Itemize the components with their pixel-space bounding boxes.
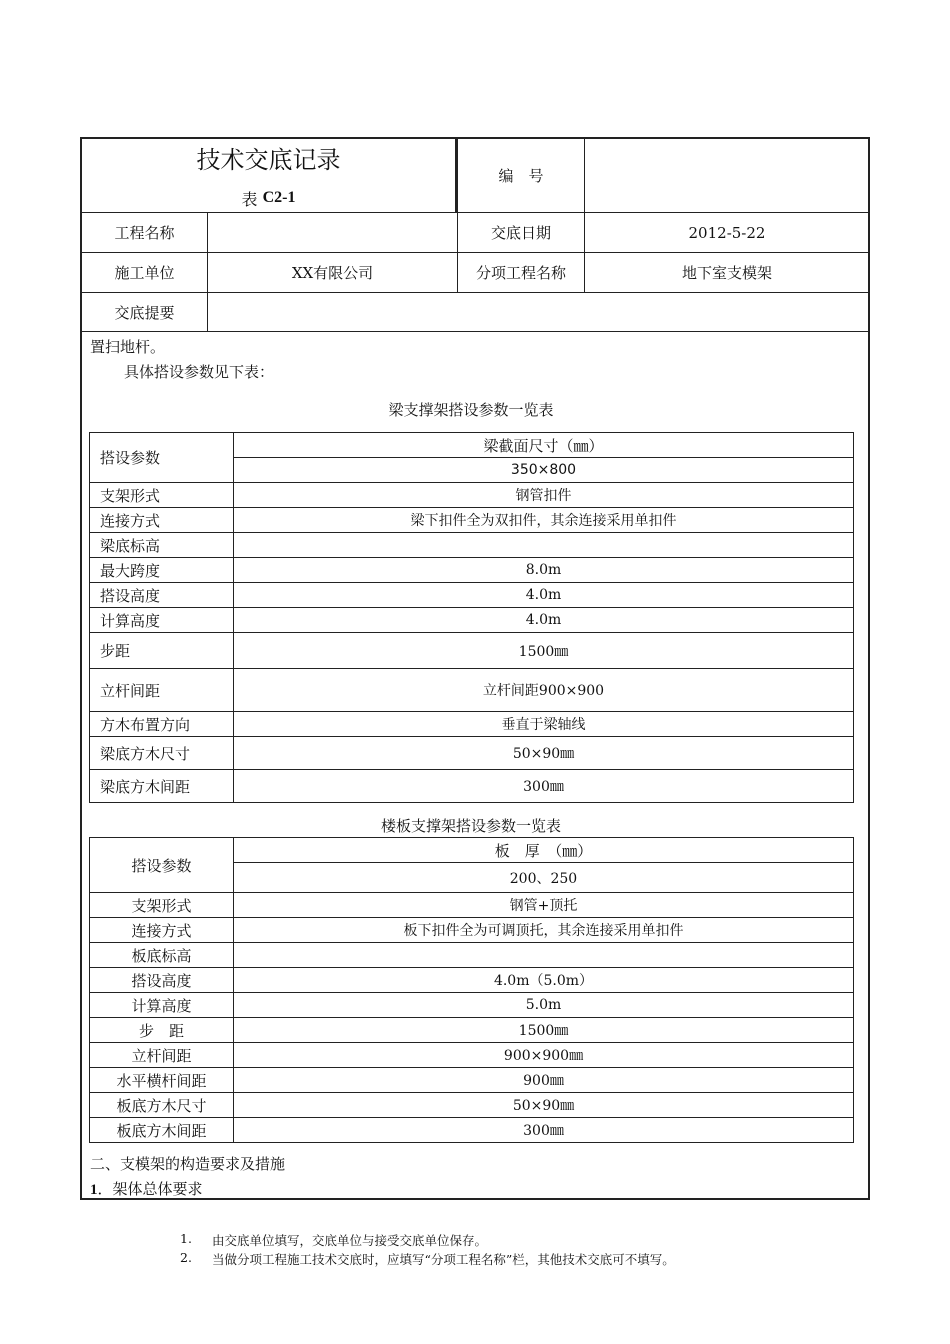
slab-row-value: 4.0m（5.0m）	[234, 968, 854, 993]
number-label: 编 号	[498, 167, 544, 185]
beam-row-label: 立杆间距	[90, 669, 234, 712]
beam-dim-header: 梁截面尺寸（㎜）	[234, 433, 854, 458]
beam-param-label: 搭设参数	[90, 433, 234, 483]
form-code	[82, 184, 455, 212]
slab-row-value: 900×900㎜	[234, 1043, 854, 1068]
slab-row-label: 搭设高度	[90, 968, 234, 993]
beam-row-value	[234, 533, 854, 558]
slab-row-value: 900㎜	[234, 1068, 854, 1093]
beam-param-table	[89, 432, 854, 803]
date-label: 交底日期	[490, 224, 551, 242]
builder-label: 施工单位	[114, 264, 175, 282]
slab-row-label: 板底方木尺寸	[90, 1093, 234, 1118]
beam-row-value: 8.0m	[234, 558, 854, 583]
beam-table-caption: 梁支撑架搭设参数一览表	[388, 401, 554, 419]
body-line-1: 置扫地杆。	[90, 338, 166, 356]
beam-row-label: 搭设高度	[90, 583, 234, 608]
beam-row-value: 4.0m	[234, 583, 854, 608]
builder-value[interactable]: XX有限公司	[291, 264, 374, 282]
beam-dim-value: 350×800	[234, 458, 854, 483]
slab-row-label: 支架形式	[90, 893, 234, 918]
section-item-number: 1	[90, 1182, 98, 1198]
section-item-text: ．架体总体要求	[97, 1180, 203, 1198]
slab-row-value: 钢管+顶托	[234, 893, 854, 918]
project-name-value[interactable]	[208, 213, 457, 252]
body-line-2: 具体搭设参数见下表：	[124, 363, 275, 381]
slab-row-label: 步 距	[90, 1018, 234, 1043]
slab-thick-value: 200、250	[234, 863, 854, 893]
slab-row-label: 立杆间距	[90, 1043, 234, 1068]
number-value[interactable]	[585, 139, 869, 212]
summary-label: 交底提要	[114, 303, 175, 322]
beam-row-value: 300㎜	[234, 770, 854, 803]
slab-row-value	[234, 943, 854, 968]
footnote-number: 1.	[180, 1231, 192, 1246]
beam-row-value: 钢管扣件	[234, 483, 854, 508]
sub-project-label: 分项工程名称	[475, 264, 566, 282]
beam-row-label: 梁底方木尺寸	[90, 737, 234, 770]
page-title: 技术交底记录	[196, 145, 341, 174]
summary-value[interactable]	[208, 293, 869, 331]
slab-row-value: 板下扣件全为可调顶托，其余连接采用单扣件	[234, 918, 854, 943]
slab-row-label: 连接方式	[90, 918, 234, 943]
slab-row-value: 50×90㎜	[234, 1093, 854, 1118]
sub-project-value[interactable]: 地下室支模架	[681, 264, 772, 282]
beam-row-label: 支架形式	[90, 483, 234, 508]
slab-row-value: 300㎜	[234, 1118, 854, 1143]
footnote-number: 2.	[180, 1250, 192, 1265]
beam-row-value: 50×90㎜	[234, 737, 854, 770]
slab-row-value: 5.0m	[234, 993, 854, 1018]
beam-row-label: 连接方式	[90, 508, 234, 533]
form-code-value: C2-1	[262, 189, 296, 206]
beam-row-value: 垂直于梁轴线	[234, 712, 854, 737]
slab-row-label: 计算高度	[90, 993, 234, 1018]
header-divider	[80, 331, 870, 332]
slab-row-label: 板底标高	[90, 943, 234, 968]
form-prefix: 表	[241, 189, 258, 209]
beam-row-label: 梁底标高	[90, 533, 234, 558]
beam-row-value: 1500㎜	[234, 633, 854, 669]
footnote-text: 由交底单位填写，交底单位与接受交底单位保存。	[212, 1233, 488, 1248]
project-name-label: 工程名称	[114, 224, 175, 242]
beam-row-label: 步距	[90, 633, 234, 669]
beam-row-value: 梁下扣件全为双扣件，其余连接采用单扣件	[234, 508, 854, 533]
beam-row-label: 计算高度	[90, 608, 234, 633]
slab-row-value: 1500㎜	[234, 1018, 854, 1043]
slab-table-caption: 楼板支撑架搭设参数一览表	[380, 817, 561, 835]
beam-row-value: 4.0m	[234, 608, 854, 633]
section-item	[90, 1178, 203, 1199]
beam-row-label: 方木布置方向	[90, 712, 234, 737]
slab-thick-header: 板 厚 （㎜）	[234, 838, 854, 863]
slab-param-table	[89, 837, 854, 1143]
beam-row-label: 梁底方木间距	[90, 770, 234, 803]
date-value[interactable]: 2012-5-22	[688, 223, 766, 242]
footnote-text: 当做分项工程施工技术交底时，应填写“分项工程名称”栏，其他技术交底可不填写。	[212, 1252, 675, 1267]
slab-param-label: 搭设参数	[90, 838, 234, 893]
slab-row-label: 水平横杆间距	[90, 1068, 234, 1093]
beam-row-label: 最大跨度	[90, 558, 234, 583]
section-heading: 二、支模架的构造要求及措施	[90, 1155, 286, 1173]
beam-row-value: 立杆间距900×900	[234, 669, 854, 712]
slab-row-label: 板底方木间距	[90, 1118, 234, 1143]
